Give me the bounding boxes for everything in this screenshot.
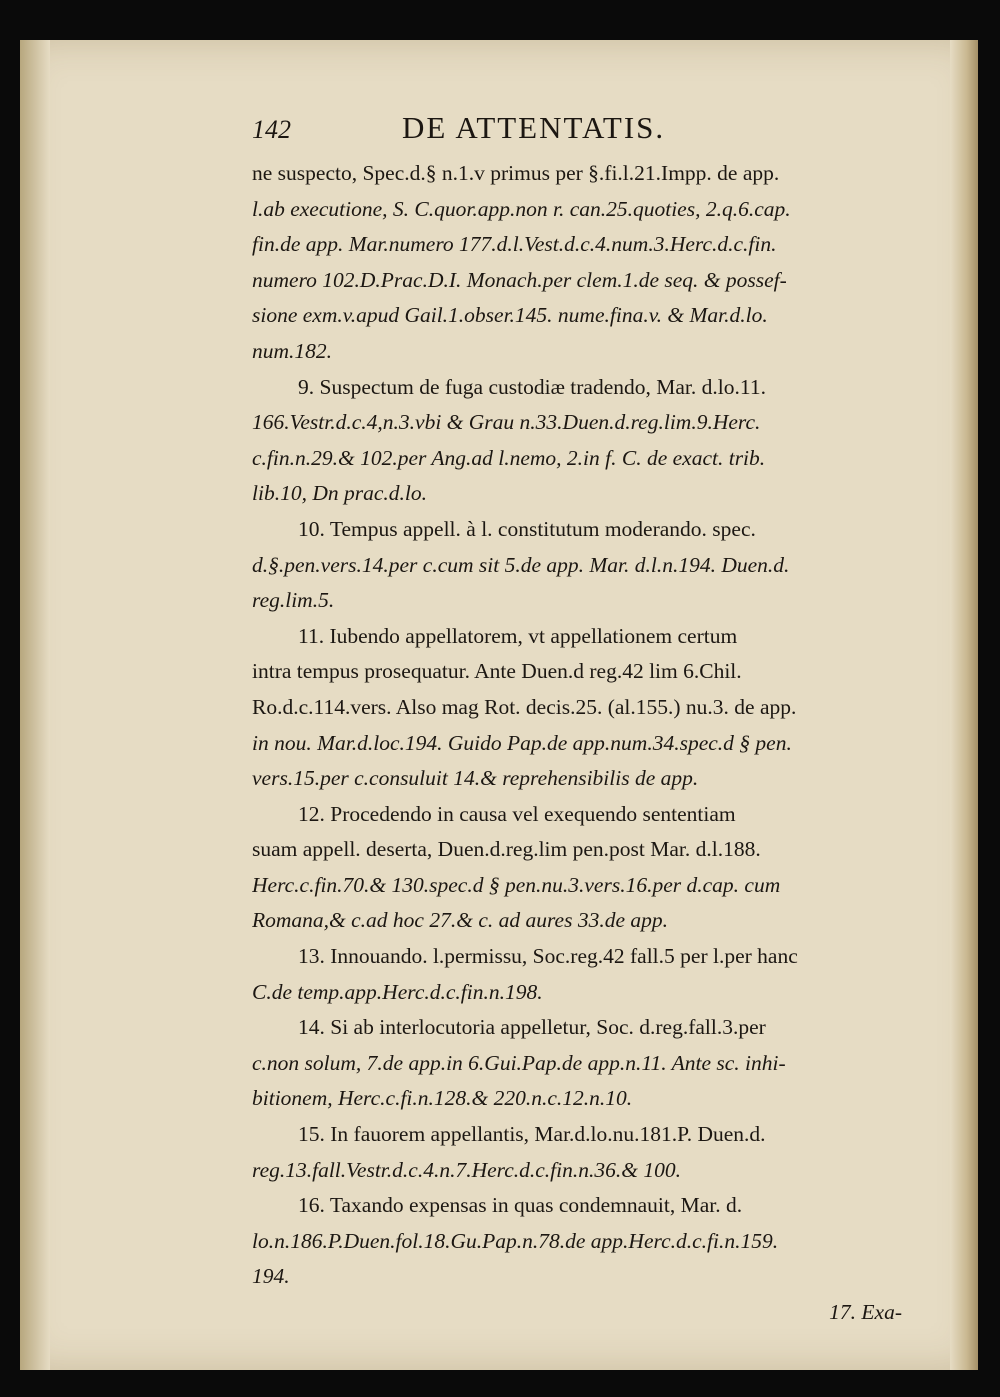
page-header bbox=[252, 110, 912, 156]
text-line: l.ab executione, S. C.quor.app.non r. can.25.quoties, 2.q.6.cap. bbox=[252, 196, 791, 221]
text-line: fin.de app. Mar.numero 177.d.l.Vest.d.c.4.num.3.Herc.d.c.fin. bbox=[252, 232, 777, 257]
page-gutter-left bbox=[20, 40, 50, 1370]
page-number: 142 bbox=[252, 115, 291, 144]
text-line: Romana,& c.ad hoc 27.& c. ad aures 33.de app. bbox=[252, 908, 669, 933]
text-line: C.de temp.app.Herc.d.c.fin.n.198. bbox=[252, 979, 543, 1004]
text-line: 14. Si ab interlocutoria appelletur, Soc. d.reg.fall.3.per bbox=[298, 1015, 766, 1040]
text-line: vers.15.per c.consuluit 14.& reprehensibilis de app. bbox=[252, 766, 699, 791]
text-line: numero 102.D.Prac.D.I. Monach.per clem.1.de seq. & possef- bbox=[252, 267, 787, 292]
text-line: intra tempus prosequatur. Ante Duen.d reg.42 lim 6.Chil. bbox=[252, 659, 742, 684]
text-line: num.182. bbox=[252, 338, 333, 363]
running-head: DE ATTENTATIS. bbox=[402, 110, 666, 145]
page-text-block bbox=[252, 110, 912, 1331]
text-line: suam appell. deserta, Duen.d.reg.lim pen.post Mar. d.l.188. bbox=[252, 837, 761, 862]
text-line: 166.Vestr.d.c.4,n.3.vbi & Grau n.33.Duen.d.reg.lim.9.Herc. bbox=[252, 410, 761, 435]
text-line: bitionem, Herc.c.fi.n.128.& 220.n.c.12.n.10. bbox=[252, 1086, 633, 1111]
text-line: d.§.pen.vers.14.per c.cum sit 5.de app. Mar. d.l.n.194. Duen.d. bbox=[252, 552, 790, 577]
text-line: 9. Suspectum de fuga custodiæ tradendo, Mar. d.lo.11. bbox=[298, 374, 766, 399]
text-line: sione exm.v.apud Gail.1.obser.145. nume.fina.v. & Mar.d.lo. bbox=[252, 303, 768, 328]
text-line: reg.lim.5. bbox=[252, 588, 335, 613]
text-line: lo.n.186.P.Duen.fol.18.Gu.Pap.n.78.de app.Herc.d.c.fi.n.159. bbox=[252, 1228, 779, 1253]
text-line: reg.13.fall.Vestr.d.c.4.n.7.Herc.d.c.fin.n.36.& 100. bbox=[252, 1157, 681, 1182]
catchword: 17. Exa- bbox=[829, 1300, 902, 1324]
text-line: ne suspecto, Spec.d.§ n.1.v primus per §.fi.l.21.Impp. de app. bbox=[252, 161, 780, 185]
text-line: 13. Innouando. l.permissu, Soc.reg.42 fall.5 per l.per hanc bbox=[298, 944, 798, 969]
text-line: in nou. Mar.d.loc.194. Guido Pap.de app.num.34.spec.d § pen. bbox=[252, 730, 792, 755]
text-line: 194. bbox=[252, 1264, 290, 1289]
text-line: 16. Taxando expensas in quas condemnauit, Mar. d. bbox=[298, 1193, 743, 1218]
text-line: c.fin.n.29.& 102.per Ang.ad l.nemo, 2.in f. C. de exact. trib. bbox=[252, 445, 766, 470]
text-line: 11. Iubendo appellatorem, vt appellationem certum bbox=[298, 623, 738, 648]
text-line: Ro.d.c.114.vers. Also mag Rot. decis.25. (al.155.) nu.3. de app. bbox=[252, 694, 797, 719]
text-line: Herc.c.fin.70.& 130.spec.d § pen.nu.3.vers.16.per d.cap. cum bbox=[252, 872, 781, 897]
text-line: 15. In fauorem appellantis, Mar.d.lo.nu.181.P. Duen.d. bbox=[298, 1122, 766, 1147]
text-line: c.non solum, 7.de app.in 6.Gui.Pap.de app.n.11. Ante sc. inhi- bbox=[252, 1050, 786, 1075]
page-edge-right bbox=[950, 40, 978, 1370]
text-line: 10. Tempus appell. à l. constitutum moderando. spec. bbox=[298, 516, 756, 541]
text-line: lib.10, Dn prac.d.lo. bbox=[252, 481, 427, 506]
text-line: 12. Procedendo in causa vel exequendo sententiam bbox=[298, 801, 736, 826]
body-text bbox=[252, 156, 912, 1295]
